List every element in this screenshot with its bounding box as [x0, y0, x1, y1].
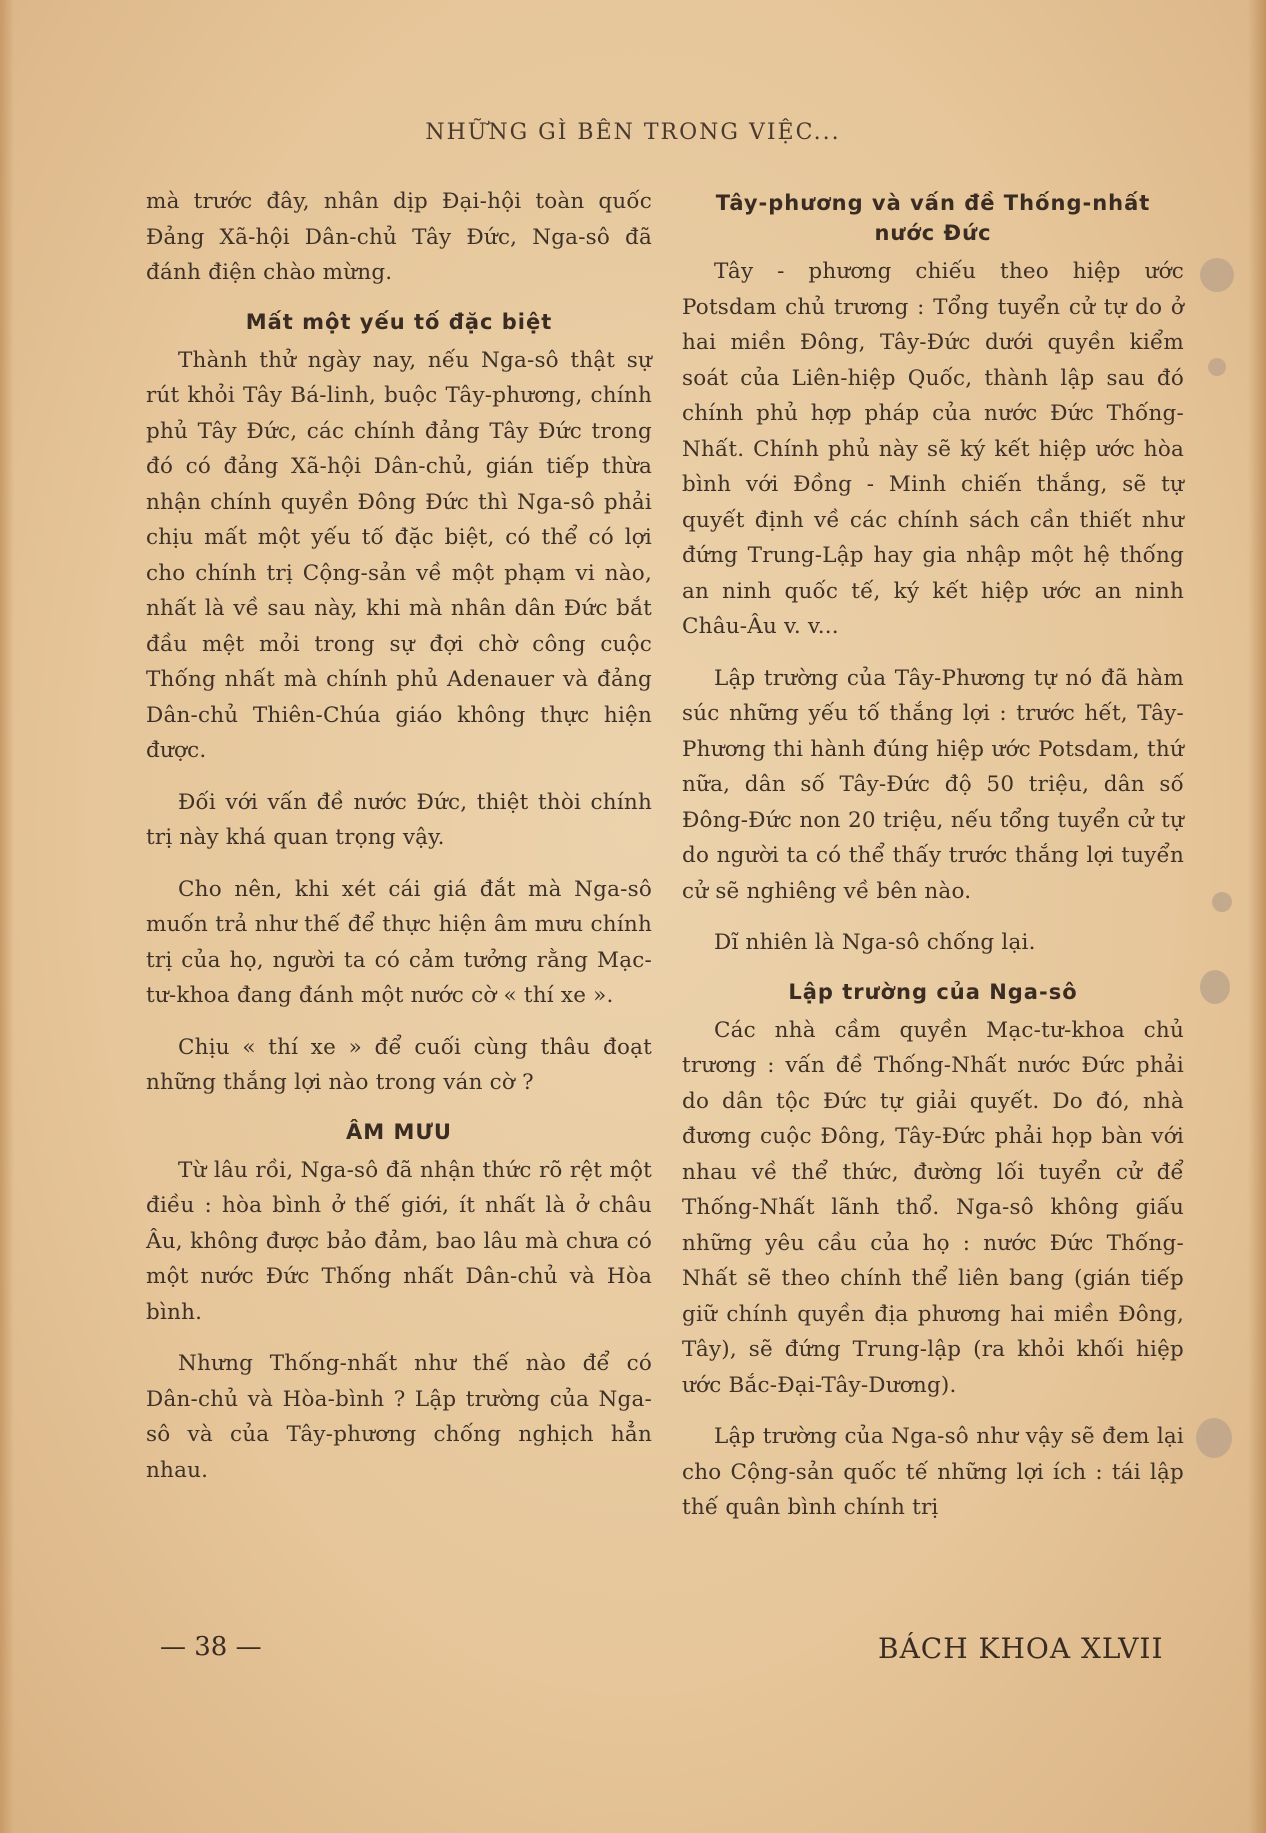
journal-title: BÁCH KHOA XLVII — [878, 1632, 1164, 1665]
section-heading: Tây-phương và vấn đề Thống-nhất nước Đức — [715, 191, 1151, 245]
paragraph: mà trước đây, nhân dịp Đại-hội toàn quốc Đảng Xã-hội Dân-chủ Tây Đức, Nga-sô đã đánh điện chào mừng. — [146, 189, 652, 285]
section-heading: Lập trường của Nga-sô — [788, 979, 1078, 1004]
paragraph: Lập trường của Nga-sô như vậy sẽ đem lại cho Cộng-sản quốc tế những lợi ích : tái lập thế quân bình chính trị — [682, 1424, 1184, 1520]
ink-spot — [1200, 258, 1234, 292]
paragraph: Cho nên, khi xét cái giá đắt mà Nga-sô muốn trả như thế để thực hiện âm mưu chính trị của họ, người ta có cảm tưởng rằng Mạc-tư-khoa đang đánh một nước cờ « thí xe ». — [146, 876, 652, 1008]
section-heading: ÂM MƯU — [346, 1119, 452, 1144]
section-heading: Mất một yếu tố đặc biệt — [245, 309, 553, 334]
paragraph: Dĩ nhiên là Nga-sô chống lại. — [714, 930, 1036, 955]
page-edge-left — [0, 0, 14, 1833]
running-head: NHỮNG GÌ BÊN TRONG VIỆC... — [425, 120, 841, 145]
ink-spot — [1196, 1418, 1232, 1458]
paragraph: Chịu « thí xe » để cuối cùng thâu đoạt những thắng lợi nào trong ván cờ ? — [146, 1034, 652, 1095]
ink-spot — [1200, 970, 1230, 1004]
paragraph: Nhưng Thống-nhất như thế nào để có Dân-chủ và Hòa-bình ? Lập trường của Nga-sô và của Tây-phương chống nghịch hẳn nhau. — [146, 1351, 652, 1483]
page-number: — 38 — — [160, 1632, 262, 1662]
paragraph: Tây - phương chiếu theo hiệp ước Potsdam chủ trương : Tổng tuyển cử tự do ở hai miền Đông, Tây-Đức dưới quyền kiểm soát của Liên-hiệp Quốc, thành lập sau đó chính phủ hợp pháp của nước Đức Thống-Nhất. Chính phủ này sẽ ký kết hiệp ước hòa bình với Đồng - Minh chiến thắng, sẽ tự quyết định về các chính sách cần thiết như đứng Trung-Lập hay gia nhập một hệ thống an ninh quốc tế, ký kết hiệp ước an ninh Châu-Âu v. v... — [682, 259, 1184, 639]
page-edge-right — [1248, 0, 1266, 1833]
paragraph: Các nhà cầm quyền Mạc-tư-khoa chủ trương : vấn đề Thống-Nhất nước Đức phải do dân tộc Đức tự giải quyết. Do đó, nhà đương cuộc Đông, Tây-Đức phải họp bàn với nhau về thể thức, đường lối tuyển cử để Thống-Nhất lãnh thổ. Nga-sô không giấu những yêu cầu của họ : nước Đức Thống-Nhất sẽ theo chính thể liên bang (gián tiếp giữ chính quyền địa phương hai miền Đông, Tây), sẽ đứng Trung-lập (ra khỏi khối hiệp ước Bắc-Đại-Tây-Dương). — [682, 1017, 1184, 1398]
paragraph: Thành thử ngày nay, nếu Nga-sô thật sự rút khỏi Tây Bá-linh, buộc Tây-phương, chính phủ Tây Đức, các chính đảng Tây Đức trong đó có đảng Xã-hội Dân-chủ, gián tiếp thừa nhận chính quyền Đông Đức thì Nga-sô phải chịu mất một yếu tố đặc biệt, có thể có lợi cho chính trị Cộng-sản về một phạm vi nào, nhất là về sau này, khi mà nhân dân Đức bắt đầu mệt mỏi trong sự đợi chờ công cuộc Thống nhất mà chính phủ Adenauer và đảng Dân-chủ Thiên-Chúa giáo không thực hiện được. — [146, 347, 652, 763]
paragraph: Từ lâu rồi, Nga-sô đã nhận thức rõ rệt một điều : hòa bình ở thế giới, ít nhất là ở châu Âu, không được bảo đảm, bao lâu mà chưa có một nước Đức Thống nhất Dân-chủ và Hòa bình. — [146, 1157, 652, 1325]
paragraph: Đối với vấn đề nước Đức, thiệt thòi chính trị này khá quan trọng vậy. — [146, 789, 652, 850]
right-column — [682, 184, 1184, 1542]
ink-spot — [1208, 358, 1226, 376]
ink-spot — [1212, 892, 1232, 912]
paragraph: Lập trường của Tây-Phương tự nó đã hàm súc những yếu tố thắng lợi : trước hết, Tây-Phương thi hành đúng hiệp ước Potsdam, thứ nữa, dân số Tây-Đức độ 50 triệu, dân số Đông-Đức non 20 triệu, nếu tổng tuyển cử tự do người ta có thể thấy trước thắng lợi tuyển cử sẽ nghiêng về bên nào. — [682, 665, 1184, 904]
left-column — [146, 184, 652, 1504]
